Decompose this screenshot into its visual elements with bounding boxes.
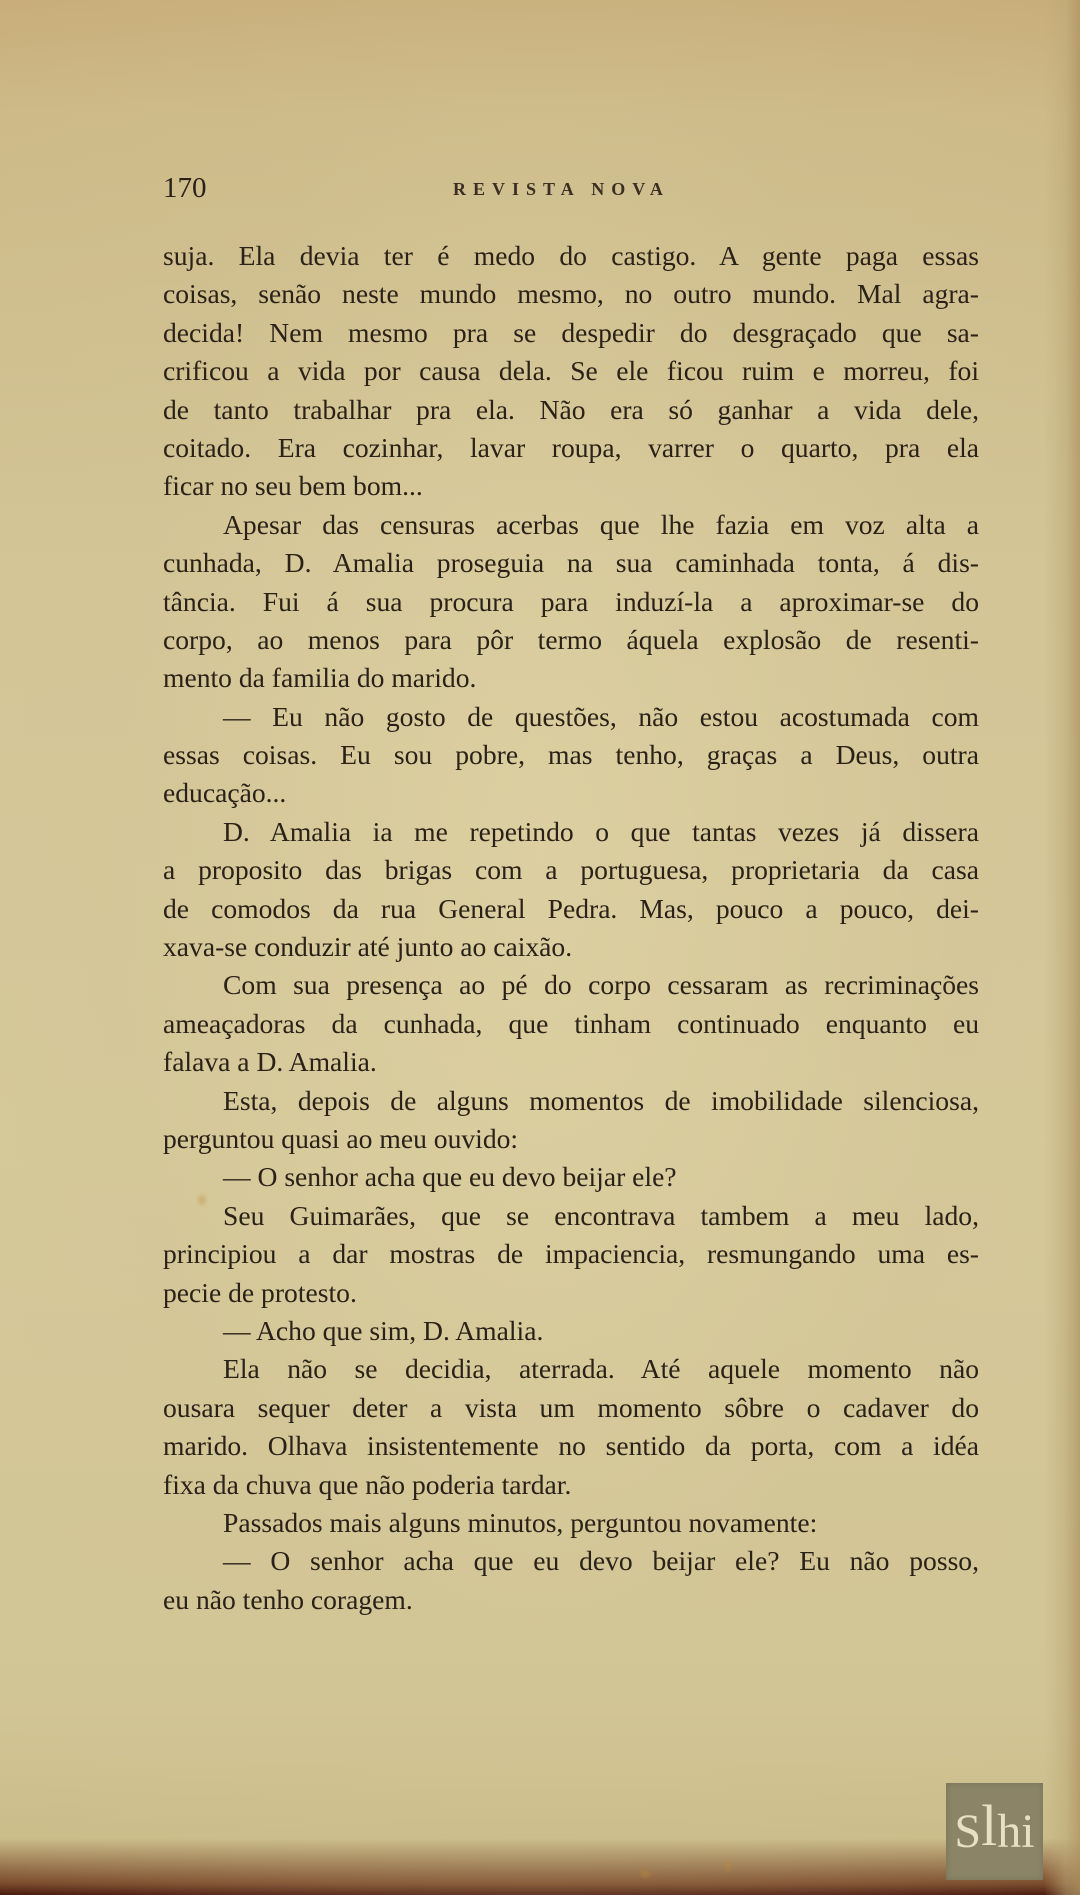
text-line: mento da familia do marido. bbox=[163, 662, 477, 694]
text-line: — O senhor acha que eu devo beijar ele? Eu não posso, bbox=[223, 1545, 979, 1577]
text-line: marido. Olhava insistentemente no sentido da porta, com a idéa bbox=[163, 1430, 979, 1462]
text-line: ameaçadoras da cunhada, que tinham continuado enquanto eu bbox=[163, 1007, 979, 1039]
text-line: de comodos da rua General Pedra. Mas, pouco a pouco, dei- bbox=[163, 892, 979, 924]
text-line: coisas, senão neste mundo mesmo, no outro mundo. Mal agra- bbox=[163, 278, 979, 310]
text-line: Passados mais alguns minutos, perguntou novamente: bbox=[223, 1506, 818, 1538]
text-line: coitado. Era cozinhar, lavar roupa, varrer o quarto, pra ela bbox=[163, 431, 979, 463]
text-line: eu não tenho coragem. bbox=[163, 1583, 413, 1615]
text-line: de tanto trabalhar pra ela. Não era só ganhar a vida dele, bbox=[163, 393, 979, 425]
text-line: Esta, depois de alguns momentos de imobilidade silenciosa, bbox=[223, 1084, 979, 1116]
watermark-logo bbox=[946, 1783, 1043, 1880]
body-text bbox=[163, 237, 979, 1619]
text-line: decida! Nem mesmo pra se despedir do desgraçado que sa- bbox=[163, 316, 979, 348]
text-line: essas coisas. Eu sou pobre, mas tenho, graças a Deus, outra bbox=[163, 739, 979, 771]
text-line: Apesar das censuras acerbas que lhe fazia em voz alta a bbox=[223, 508, 979, 540]
page-number: 170 bbox=[163, 172, 207, 204]
text-line: tância. Fui á sua procura para induzí-la a aproximar-se do bbox=[163, 585, 979, 617]
logo-letter-s: S bbox=[954, 1805, 982, 1858]
foxing-stain bbox=[725, 1860, 731, 1872]
foxing-stain bbox=[640, 1870, 650, 1878]
text-line: educação... bbox=[163, 777, 287, 809]
text-line: Com sua presença ao pé do corpo cessaram as recriminações bbox=[223, 969, 979, 1001]
text-line: suja. Ela devia ter é medo do castigo. A gente paga essas bbox=[163, 240, 979, 271]
text-line: principiou a dar mostras de impaciencia, resmungando uma es- bbox=[163, 1238, 979, 1270]
text-line: — Eu não gosto de questões, não estou acostumada com bbox=[223, 700, 979, 732]
text-line: — Acho que sim, D. Amalia. bbox=[223, 1314, 544, 1346]
text-line: xava-se conduzir até junto ao caixão. bbox=[163, 931, 573, 963]
running-title: REVISTA NOVA bbox=[453, 179, 670, 199]
text-line: Ela não se decidia, aterrada. Até aquele momento não bbox=[223, 1353, 979, 1385]
logo-letters-hi: hi bbox=[997, 1805, 1035, 1858]
text-line: pecie de protesto. bbox=[163, 1276, 357, 1308]
text-line: — O senhor acha que eu devo beijar ele? bbox=[223, 1161, 677, 1193]
logo-letter-l: l bbox=[981, 1793, 998, 1858]
text-line: D. Amalia ia me repetindo o que tantas vezes já dissera bbox=[223, 815, 979, 847]
text-line: Seu Guimarães, que se encontrava tambem a meu lado, bbox=[223, 1199, 979, 1231]
text-line: corpo, ao menos para pôr termo áquela explosão de resenti- bbox=[163, 623, 979, 655]
text-line: falava a D. Amalia. bbox=[163, 1046, 377, 1078]
text-line: perguntou quasi ao meu ouvido: bbox=[163, 1122, 519, 1154]
text-line: ousara sequer deter a vista um momento sôbre o cadaver do bbox=[163, 1391, 979, 1423]
text-line: cunhada, D. Amalia proseguia na sua caminhada tonta, á dis- bbox=[163, 547, 979, 579]
text-line: a proposito das brigas com a portuguesa, proprietaria da casa bbox=[163, 854, 979, 886]
text-line: ficar no seu bem bom... bbox=[163, 470, 423, 502]
text-line: crificou a vida por causa dela. Se ele ficou ruim e morreu, foi bbox=[163, 355, 979, 387]
page-edge-shadow bbox=[1044, 0, 1080, 1895]
text-line: fixa da chuva que não poderia tardar. bbox=[163, 1468, 572, 1500]
page-header bbox=[163, 172, 883, 212]
